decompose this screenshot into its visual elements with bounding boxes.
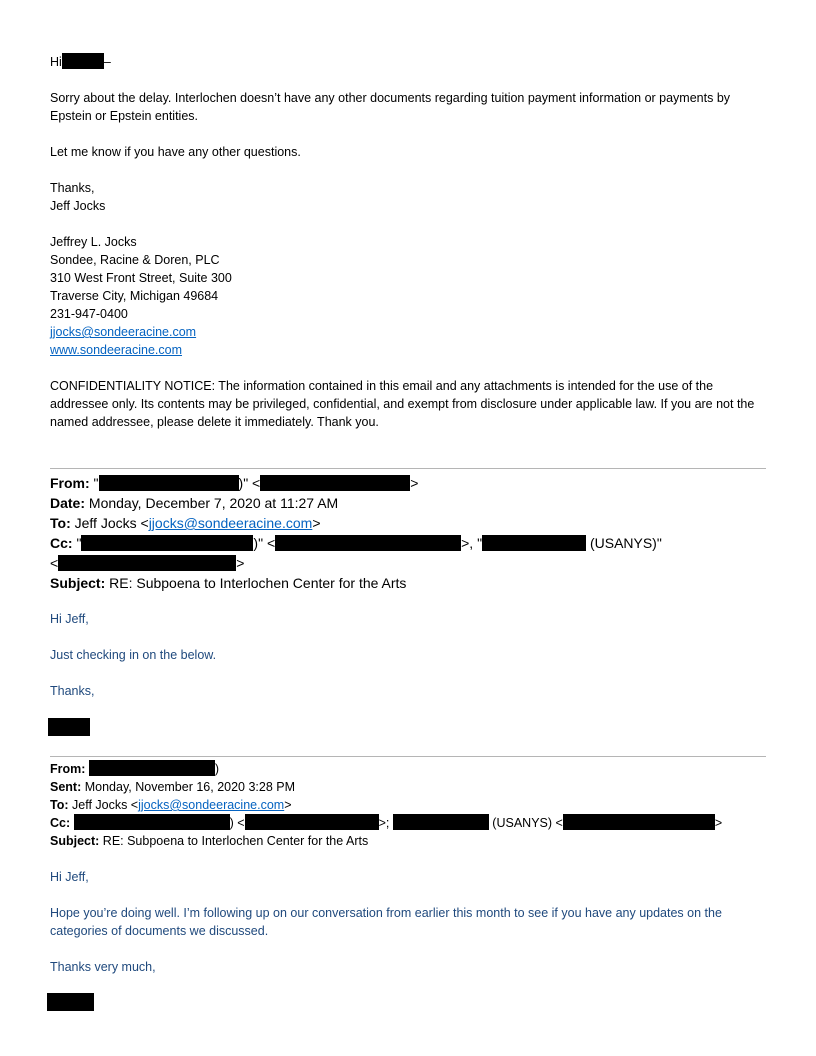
email2-from-line: From: ) (50, 762, 220, 776)
email1-to-line: To: Jeff Jocks <jjocks@sondeeracine.com> (50, 515, 321, 531)
email1-cc-line: Cc: " )" < >, " (USANYS)" (50, 535, 662, 551)
email1-greeting: Hi Jeff, (50, 612, 89, 626)
signature-website-link[interactable]: www.sondeeracine.com (50, 343, 183, 357)
email2-thanks: Thanks very much, (50, 960, 156, 974)
email2-to-line: To: Jeff Jocks <jjocks@sondeeracine.com> (50, 798, 292, 812)
redaction-block (62, 53, 104, 69)
email1-date-line: Date: Monday, December 7, 2020 at 11:27 AM (50, 495, 339, 511)
separator-line (50, 756, 766, 757)
redaction-block (48, 718, 90, 736)
signature-firm: Sondee, Racine & Doren, PLC (50, 253, 220, 267)
reply-signname: Jeff Jocks (50, 199, 106, 213)
signature-name: Jeffrey L. Jocks (50, 235, 137, 249)
redaction-block (563, 814, 715, 830)
email1-to-email-link[interactable]: jjocks@sondeeracine.com (148, 515, 313, 531)
reply-signoff: Thanks, (50, 181, 95, 195)
reply-body-paragraph: Sorry about the delay. Interlochen doesn’t have any other documents regarding tuition payment information or payments by Epstein or Epstein entities. (50, 91, 731, 123)
signature-address-1: 310 West Front Street, Suite 300 (50, 271, 232, 285)
separator-line (50, 468, 766, 469)
redaction-block (74, 814, 230, 830)
signature-phone: 231-947-0400 (50, 307, 128, 321)
redaction-block (58, 555, 236, 571)
email2-body: Hope you’re doing well. I’m following up on our conversation from earlier this month to see if you have any updates on the categories of documents we discussed. (50, 906, 722, 938)
redaction-block (245, 814, 379, 830)
email1-from-line: From: " )" < > (50, 475, 419, 491)
redaction-block (482, 535, 586, 551)
email1-subject-line: Subject: RE: Subpoena to Interlochen Center for the Arts (50, 575, 407, 591)
confidentiality-notice: CONFIDENTIALITY NOTICE: The information contained in this email and any attachments is intended for the use of the addressee only. Its contents may be privileged, confidential, and exempt from disclosure under applicable law. If you are not the named addressee, please delete it immediately. Thank you. (50, 379, 755, 429)
greeting-line: Hi – (50, 55, 111, 69)
redaction-block (393, 814, 489, 830)
email2-greeting: Hi Jeff, (50, 870, 89, 884)
signature-address-2: Traverse City, Michigan 49684 (50, 289, 219, 303)
reply-body-paragraph-2: Let me know if you have any other questions. (50, 145, 301, 159)
email2-sent-line: Sent: Monday, November 16, 2020 3:28 PM (50, 780, 296, 794)
redaction-block (47, 993, 94, 1011)
redaction-block (99, 475, 239, 491)
email2-cc-line: Cc: ) < >; (USANYS) < > (50, 816, 723, 830)
email1-cc-line-2: < > (50, 555, 245, 571)
redaction-block (260, 475, 410, 491)
redaction-block (275, 535, 461, 551)
signature-email-link[interactable]: jjocks@sondeeracine.com (50, 325, 197, 339)
email2-subject-line: Subject: RE: Subpoena to Interlochen Center for the Arts (50, 834, 369, 848)
redaction-block (81, 535, 253, 551)
redaction-block (89, 760, 215, 776)
email2-to-email-link[interactable]: jjocks@sondeeracine.com (138, 798, 285, 812)
email1-body: Just checking in on the below. (50, 648, 217, 662)
email1-thanks: Thanks, (50, 684, 95, 698)
